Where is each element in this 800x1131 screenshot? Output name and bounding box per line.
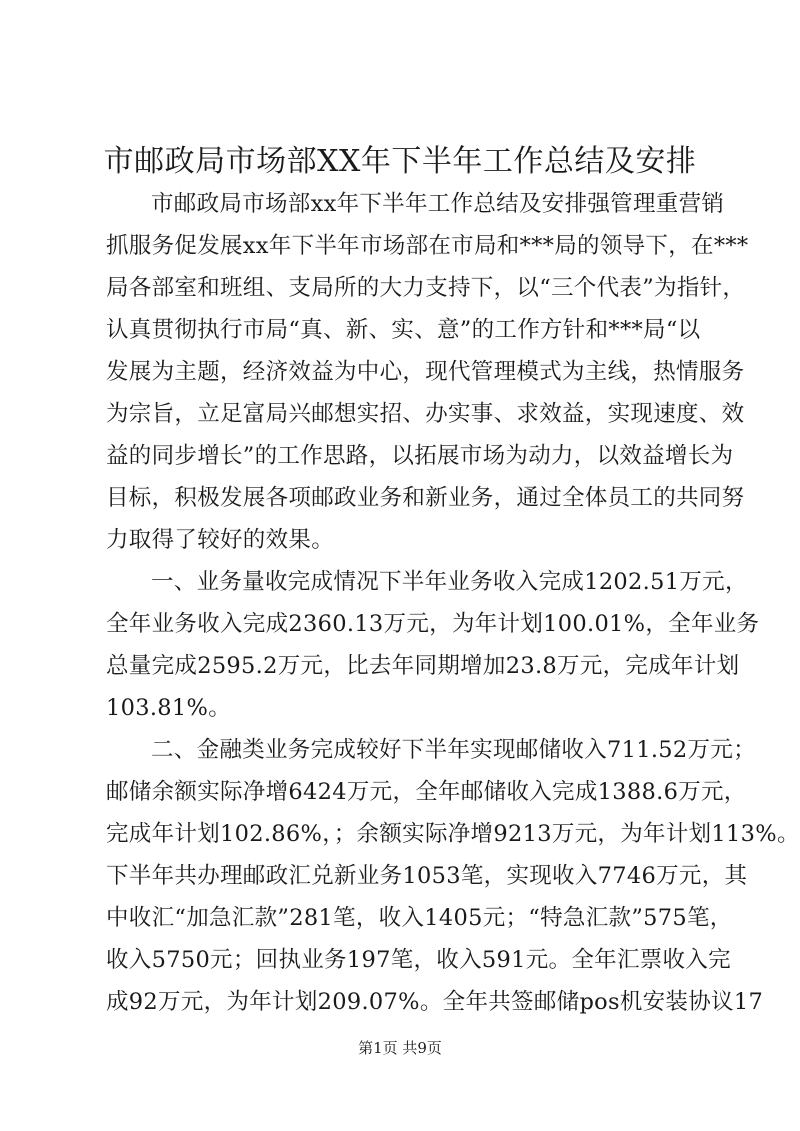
body-line: 局各部室和班组、支局所的大力支持下，以“三个代表”为指针， <box>106 275 746 301</box>
body-line: 抓服务促发展xx年下半年市场部在市局和***局的领导下，在*** <box>106 233 749 259</box>
body-line: 下半年共办理邮政汇兑新业务1053笔，实现收入7746万元，其 <box>106 863 748 889</box>
body-line: 益的同步增长”的工作思路，以拓展市场为动力，以效益增长为 <box>106 443 734 469</box>
body-line: 目标，积极发展各项邮政业务和新业务，通过全体员工的共同努 <box>106 485 745 511</box>
body-line: 二、金融类业务完成较好下半年实现邮储收入711.52万元； <box>151 737 756 763</box>
body-line: 发展为主题，经济效益为中心，现代管理模式为主线，热情服务 <box>106 359 745 385</box>
body-line: 认真贯彻执行市局“真、新、实、意”的工作方针和***局“以 <box>106 317 701 343</box>
body-line: 中收汇“加急汇款”281笔，收入1405元；“特急汇款”575笔， <box>106 905 733 931</box>
body-line: 为宗旨，立足富局兴邮想实招、办实事、求效益，实现速度、效 <box>106 401 745 427</box>
body-line: 邮储余额实际净增6424万元，全年邮储收入完成1388.6万元， <box>106 779 747 805</box>
body-line: 收入5750元；回执业务197笔，收入591元。全年汇票收入完 <box>106 947 731 973</box>
page-footer: 第1页 共9页 <box>358 1039 442 1057</box>
body-line: 103.81%。 <box>106 695 232 721</box>
body-line: 成92万元，为年计划209.07%。全年共签邮储pos机安装协议17 <box>106 989 764 1015</box>
body-line: 一、业务量收完成情况下半年业务收入完成1202.51万元， <box>151 569 748 595</box>
body-line: 完成年计划102.86%，；余额实际净增9213万元，为年计划113%。 <box>106 821 800 847</box>
body-line: 力取得了较好的效果。 <box>106 527 335 553</box>
body-line: 全年业务收入完成2360.13万元，为年计划100.01%，全年业务 <box>106 611 760 637</box>
body-line: 总量完成2595.2万元，比去年同期增加23.8万元，完成年计划 <box>106 653 740 679</box>
document-title: 市邮政局市场部XX年下半年工作总结及安排 <box>103 144 697 179</box>
body-line: 市邮政局市场部xx年下半年工作总结及安排强管理重营销 <box>151 191 725 217</box>
